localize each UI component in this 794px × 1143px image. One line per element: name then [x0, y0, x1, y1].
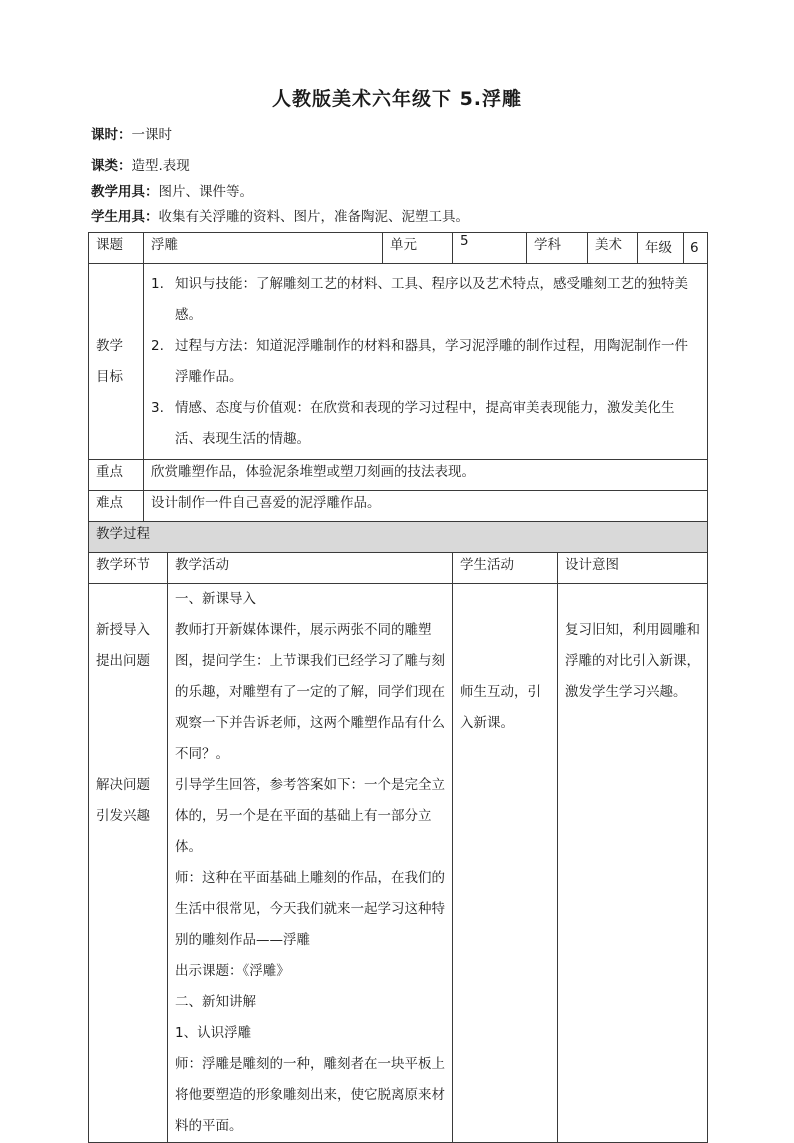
column-teacher-activity: 教学活动 [168, 553, 453, 584]
key-point-row [89, 460, 708, 491]
goal-number: 3. [151, 400, 164, 416]
meta-type [91, 156, 190, 176]
process-columns-row [89, 553, 708, 584]
column-stage: 教学环节 [89, 553, 168, 584]
goal-item [151, 393, 700, 455]
subject-value: 美术 [588, 233, 638, 264]
goal-text: 知识与技能：了解雕刻工艺的材料、工具、程序以及艺术特点，感受雕刻工艺的独特美感。 [175, 276, 688, 323]
activity-line: 师：浮雕是雕刻的一种，雕刻者在一块平板上将他要塑造的形象雕刻出来，使它脱离原来材料的平面。 [175, 1056, 445, 1134]
grade-value: 6 [690, 240, 699, 256]
activity-line: 一、新课导入 [175, 591, 256, 607]
design-intent-cell [558, 584, 708, 1143]
page-title: 人教版美术六年级下 5.浮雕 [271, 88, 523, 110]
student-activity-cell [453, 584, 558, 1143]
meta-student-tools-label: 学生用具： [91, 209, 159, 225]
grade-label: 年级 [638, 233, 684, 263]
activity-line: 师：这种在平面基础上雕刻的作品，在我们的生活中很常见，今天我们就来一起学习这种特别的雕刻作品——浮雕 [175, 870, 445, 948]
stage-intro-line1: 新授导入 [96, 622, 150, 638]
activity-line: 出示课题：《浮雕》 [175, 963, 290, 979]
goal-text: 情感、态度与价值观：在欣赏和表现的学习过程中，提高审美表现能力，激发美化生活、表现生活的情趣。 [175, 400, 675, 447]
stage-solve-line1: 解决问题 [96, 777, 150, 793]
process-section-row [89, 522, 708, 553]
column-student-activity: 学生活动 [453, 553, 558, 584]
process-section-title: 教学过程 [89, 522, 708, 553]
meta-duration-value: 一课时 [131, 127, 172, 143]
goals-row [89, 264, 708, 460]
student-activity-text: 师生互动，引入新课。 [460, 684, 541, 731]
meta-duration [91, 125, 172, 145]
unit-value: 5 [453, 233, 527, 264]
goal-number: 2. [151, 338, 164, 354]
goal-text: 过程与方法：知道泥浮雕制作的材料和器具，学习泥浮雕的制作过程，用陶泥制作一件浮雕作品。 [175, 338, 688, 385]
column-design-intent: 设计意图 [558, 553, 708, 584]
grade-cell [638, 233, 708, 264]
stage-solve [96, 770, 160, 832]
goal-item [151, 269, 700, 331]
meta-teacher-tools-value: 图片、课件等。 [158, 184, 253, 200]
meta-student-tools [91, 207, 469, 227]
stage-solve-line2: 引发兴趣 [96, 808, 150, 824]
activity-line: 教师打开新媒体课件，展示两张不同的雕塑图，提问学生：上节课我们已经学习了雕与刻的乐趣，对雕塑有了一定的了解，同学们现在观察一下并告诉老师，这两个雕塑作品有什么不同？。 [175, 622, 445, 762]
unit-label: 单元 [383, 233, 453, 264]
header-row [89, 233, 708, 264]
meta-type-value: 造型.表现 [131, 158, 190, 174]
goals-label-line2: 目标 [96, 368, 123, 385]
difficulty-row [89, 491, 708, 522]
meta-type-label: 课类： [91, 158, 132, 174]
difficulty-text: 设计制作一件自己喜爱的泥浮雕作品。 [144, 491, 708, 522]
activity-line: 引导学生回答，参考答案如下：一个是完全立体的，另一个是在平面的基础上有一部分立体。 [175, 777, 445, 855]
topic-label: 课题 [89, 233, 144, 264]
meta-teacher-tools-label: 教学用具： [91, 184, 159, 200]
stage-cell [89, 584, 168, 1143]
design-intent-text: 复习旧知，利用圆雕和浮雕的对比引入新课，激发学生学习兴趣。 [565, 622, 700, 700]
meta-teacher-tools [91, 182, 253, 202]
subject-label: 学科 [527, 233, 588, 264]
goals-content [144, 264, 708, 460]
difficulty-label: 难点 [89, 491, 144, 522]
goal-item [151, 331, 700, 393]
activity-line: 二、新知讲解 [175, 994, 256, 1010]
key-point-label: 重点 [89, 460, 144, 491]
goals-label [89, 264, 144, 460]
goal-number: 1. [151, 276, 164, 292]
meta-duration-label: 课时： [91, 127, 132, 143]
teacher-activity-cell [168, 584, 453, 1143]
key-point-text: 欣赏雕塑作品，体验泥条堆塑或塑刀刻画的技法表现。 [144, 460, 708, 491]
stage-intro [96, 615, 160, 677]
process-body-row [89, 584, 708, 1143]
stage-intro-line2: 提出问题 [96, 653, 150, 669]
meta-student-tools-value: 收集有关浮雕的资料、图片，准备陶泥、泥塑工具。 [158, 209, 469, 225]
goals-label-line1: 教学 [96, 337, 123, 354]
activity-line: 1、认识浮雕 [175, 1025, 252, 1041]
topic-value: 浮雕 [144, 233, 383, 264]
lesson-plan-table [88, 232, 708, 1143]
